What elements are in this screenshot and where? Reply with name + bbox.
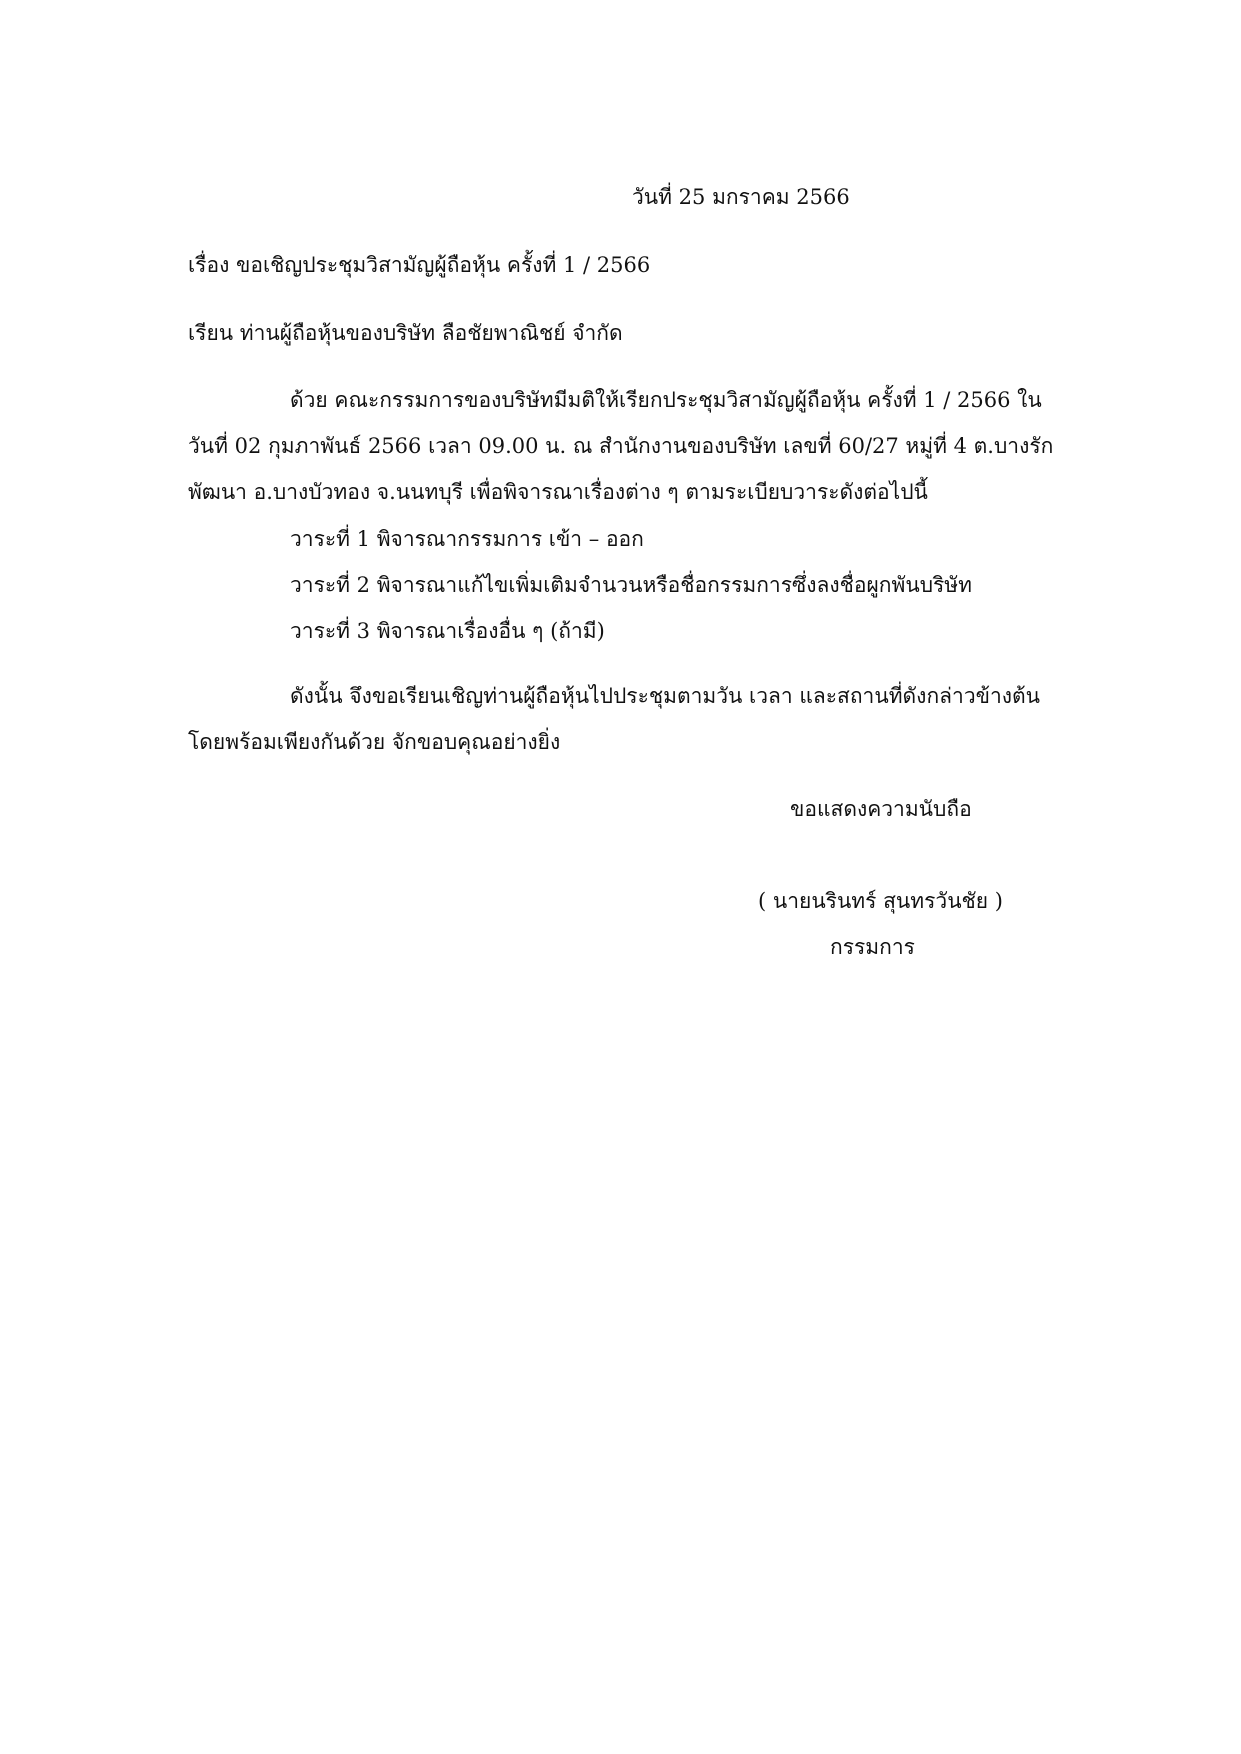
letter-recipient: เรียน ท่านผู้ถือหุ้นของบริษัท ลือชัยพาณิชย์ จำกัด — [188, 321, 623, 345]
letter-date: วันที่ 25 มกราคม 2566 — [632, 185, 850, 209]
body-paragraph-line: พัฒนา อ.บางบัวทอง จ.นนทบุรี เพื่อพิจารณาเรื่องต่าง ๆ ตามระเบียบวาระดังต่อไปนี้ — [188, 480, 928, 504]
body-paragraph-line: วันที่ 02 กุมภาพันธ์ 2566 เวลา 09.00 น. ณ สำนักงานของบริษัท เลขที่ 60/27 หมู่ที่ 4 ต.บางรัก — [188, 434, 1054, 458]
body-paragraph-line: ด้วย คณะกรรมการของบริษัทมีมติให้เรียกประชุมวิสามัญผู้ถือหุ้น ครั้งที่ 1 / 2566 ใน — [290, 388, 1042, 412]
agenda-item-1: วาระที่ 1 พิจารณากรรมการ เข้า – ออก — [290, 527, 644, 551]
conclusion-line: โดยพร้อมเพียงกันด้วย จักขอบคุณอย่างยิ่ง — [188, 730, 561, 754]
agenda-item-3: วาระที่ 3 พิจารณาเรื่องอื่น ๆ (ถ้ามี) — [290, 619, 605, 643]
letter-subject: เรื่อง ขอเชิญประชุมวิสามัญผู้ถือหุ้น ครั้งที่ 1 / 2566 — [188, 253, 651, 277]
signer-name: ( นายนรินทร์ สุนทรวันชัย ) — [758, 889, 1003, 913]
signer-position: กรรมการ — [830, 935, 915, 959]
closing-salutation: ขอแสดงความนับถือ — [790, 797, 972, 821]
conclusion-line: ดังนั้น จึงขอเรียนเชิญท่านผู้ถือหุ้นไปประชุมตามวัน เวลา และสถานที่ดังกล่าวข้างต้น — [290, 684, 1041, 708]
agenda-item-2: วาระที่ 2 พิจารณาแก้ไขเพิ่มเติมจำนวนหรือชื่อกรรมการซึ่งลงชื่อผูกพันบริษัท — [290, 573, 972, 597]
